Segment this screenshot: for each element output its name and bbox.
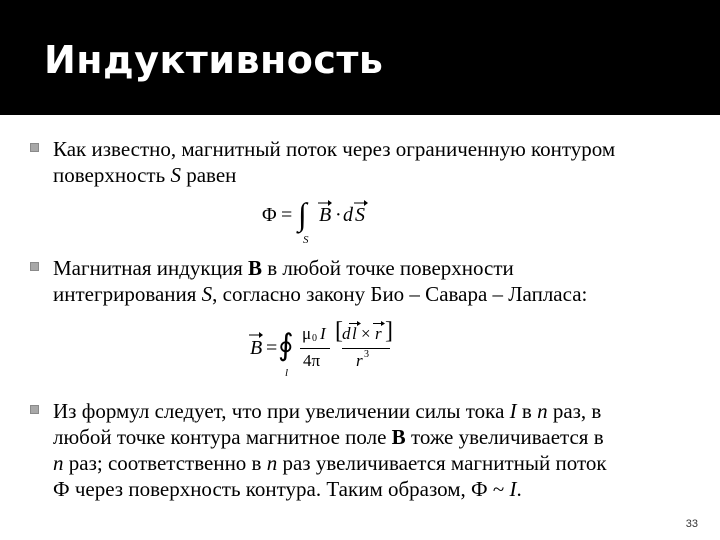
text-span: Из формул следует, что при увеличении силы тока bbox=[53, 399, 510, 423]
flux-symbol: Φ bbox=[262, 204, 277, 226]
biot-savart-formula bbox=[248, 320, 408, 382]
text-span: раз увеличивается магнитный поток bbox=[277, 451, 607, 475]
paragraph-1-line-2 bbox=[53, 162, 703, 188]
fraction-bar bbox=[300, 348, 330, 349]
square-bullet-icon bbox=[30, 143, 39, 152]
paragraph-3-line-3 bbox=[53, 450, 703, 476]
text-span: интегрирования bbox=[53, 282, 202, 306]
variable-n: n bbox=[266, 451, 278, 475]
integral-subscript: S bbox=[303, 234, 309, 246]
title-bar bbox=[0, 0, 720, 115]
slide-title: Индуктивность bbox=[44, 38, 384, 82]
equals-sign: = bbox=[281, 204, 293, 226]
text-span: в любой точке поверхности bbox=[262, 256, 514, 280]
square-bullet-icon bbox=[30, 405, 39, 414]
paragraph-3-line-4 bbox=[53, 476, 703, 502]
text-span: Ф через поверхность контура. Таким образом, Ф ~ bbox=[53, 477, 510, 501]
cross-product: × bbox=[361, 324, 371, 343]
paragraph-2-line-1 bbox=[53, 255, 703, 281]
four-pi: 4π bbox=[303, 351, 321, 370]
equals-sign: = bbox=[266, 337, 278, 359]
exponent-3: 3 bbox=[364, 349, 369, 360]
dot-operator: · bbox=[335, 204, 342, 226]
text-span: Магнитная индукция bbox=[53, 256, 248, 280]
paragraph-3 bbox=[53, 398, 703, 502]
paragraph-2-line-2 bbox=[53, 281, 703, 307]
paragraph-3-line-1 bbox=[53, 398, 703, 424]
text-span: . bbox=[516, 477, 522, 501]
variable-i: I bbox=[509, 399, 517, 423]
integral-sign: ∫ bbox=[298, 196, 307, 232]
mu-symbol: μ bbox=[302, 324, 312, 343]
vector-l: l bbox=[352, 324, 357, 343]
contour-integral-sign: ∮ bbox=[278, 329, 294, 362]
text-span: раз; соответственно в bbox=[63, 451, 267, 475]
variable-s: S bbox=[201, 282, 213, 306]
text-span: , согласно закону Био – Савара – Лапласа: bbox=[212, 282, 588, 306]
paragraph-3-line-2 bbox=[53, 424, 703, 450]
text-span: любой точке контура магнитное поле bbox=[53, 425, 392, 449]
square-bullet-icon bbox=[30, 262, 39, 271]
variable-n: n bbox=[53, 451, 64, 475]
paragraph-2 bbox=[53, 255, 703, 307]
differential-d: d bbox=[342, 324, 351, 343]
mu-subscript: 0 bbox=[312, 333, 317, 344]
bold-b: B bbox=[247, 256, 262, 280]
left-bracket: [ bbox=[335, 318, 343, 344]
variable-i: I bbox=[509, 477, 517, 501]
page-number: 33 bbox=[685, 518, 698, 530]
vector-s: S bbox=[355, 204, 365, 226]
differential-d: d bbox=[343, 204, 353, 226]
denominator-r: r bbox=[356, 351, 363, 370]
variable-s: S bbox=[170, 163, 181, 187]
integral-subscript: l bbox=[285, 367, 289, 379]
paragraph-1 bbox=[53, 136, 703, 188]
current-i: I bbox=[320, 324, 326, 343]
bold-b: B bbox=[391, 425, 406, 449]
text-span: в bbox=[516, 399, 538, 423]
vector-b: B bbox=[319, 204, 332, 226]
text-span: поверхность bbox=[53, 163, 171, 187]
text-span: тоже увеличивается в bbox=[405, 425, 604, 449]
vector-b: B bbox=[250, 337, 263, 359]
flux-formula bbox=[262, 196, 402, 252]
variable-n: n bbox=[537, 399, 548, 423]
vector-r: r bbox=[375, 324, 382, 343]
text-span: равен bbox=[180, 163, 237, 187]
text-span: раз, в bbox=[547, 399, 602, 423]
right-bracket: ] bbox=[385, 318, 393, 344]
paragraph-1-line-1: Как известно, магнитный поток через ограниченную контуром bbox=[53, 137, 616, 161]
